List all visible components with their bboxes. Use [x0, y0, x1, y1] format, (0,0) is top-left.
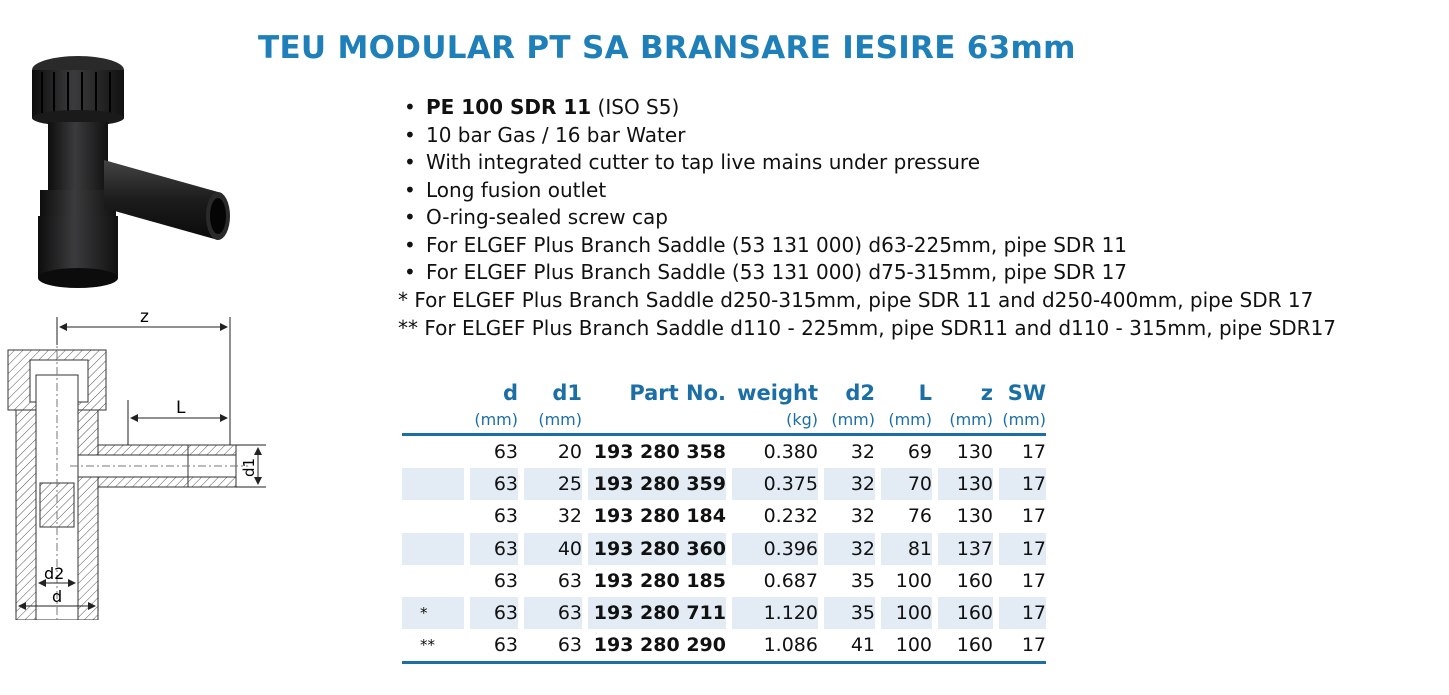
- cell-sw: 17: [1021, 569, 1046, 592]
- unit-d1: (mm): [524, 405, 582, 436]
- feature-text: For ELGEF Plus Branch Saddle (53 131 000) d63-225mm, pipe SDR 11: [426, 232, 1128, 257]
- unit-weight: (kg): [732, 405, 818, 436]
- list-item: [402, 149, 1127, 177]
- row-mark: **: [402, 629, 464, 664]
- cell-d2: 32: [850, 505, 875, 528]
- product-image: [18, 30, 238, 300]
- cell-L: 81: [881, 533, 932, 565]
- cell-z: 160: [956, 569, 993, 592]
- table-row: [402, 468, 1046, 500]
- list-item: [402, 122, 1127, 150]
- cell-d2: 32: [824, 468, 875, 500]
- col-header-z: z: [980, 381, 993, 405]
- cell-weight: 0.380: [763, 441, 818, 464]
- table-row: [402, 500, 1046, 532]
- cell-d: 63: [470, 597, 518, 629]
- table-row: [402, 436, 1046, 468]
- footnote-single-star: * For ELGEF Plus Branch Saddle d250-315mm, pipe SDR 11 and d250-400mm, pipe SDR 17: [398, 288, 1314, 312]
- row-mark: [402, 468, 464, 500]
- feature-text: O-ring-sealed screw cap: [426, 205, 668, 229]
- cell-d: 63: [470, 533, 518, 565]
- col-header-d: d: [502, 381, 518, 405]
- cell-d1: 25: [524, 468, 582, 500]
- col-header-weight: weight: [737, 381, 818, 405]
- feature-bold: PE 100 SDR 11: [426, 95, 592, 119]
- cell-d1: 32: [557, 505, 582, 528]
- table-row: [402, 533, 1046, 565]
- cell-d2: 32: [824, 533, 875, 565]
- feature-text: 10 bar Gas / 16 bar Water: [426, 122, 686, 147]
- cell-weight: 0.396: [732, 533, 818, 565]
- cell-d2: 32: [850, 441, 875, 464]
- row-mark: [402, 500, 464, 532]
- cell-sw: 17: [999, 597, 1046, 629]
- cell-d1: 63: [557, 569, 582, 592]
- feature-text: With integrated cutter to tap live mains under pressure: [426, 150, 981, 174]
- cell-z: 130: [956, 505, 993, 528]
- cell-z: 160: [938, 629, 993, 664]
- cell-z: 160: [938, 597, 993, 629]
- cell-weight: 0.687: [763, 569, 818, 592]
- cell-part-no: 193 280 358: [593, 441, 726, 464]
- table-row: [402, 629, 1046, 664]
- cell-z: 130: [956, 441, 993, 464]
- row-mark: [402, 565, 464, 597]
- cell-d1: 40: [524, 533, 582, 565]
- cell-L: 100: [881, 597, 932, 629]
- list-item: [402, 232, 1127, 260]
- col-header-L: L: [918, 381, 932, 405]
- cell-L: 70: [881, 468, 932, 500]
- d1-label: d1: [240, 457, 258, 477]
- feature-text: For ELGEF Plus Branch Saddle (53 131 000) d75-315mm, pipe SDR 17: [426, 260, 1128, 284]
- bullet-icon: •: [404, 205, 416, 229]
- col-header-sw: SW: [1007, 381, 1046, 405]
- cell-d2: 35: [824, 597, 875, 629]
- col-header-part-no: Part No.: [629, 381, 726, 405]
- cell-sw: 17: [1021, 505, 1046, 528]
- unit-L: (mm): [881, 405, 932, 436]
- spec-table: [402, 377, 1046, 664]
- footnote-double-star: ** For ELGEF Plus Branch Saddle d110 - 225mm, pipe SDR11 and d110 - 315mm, pipe SDR17: [398, 316, 1337, 340]
- cell-d: 63: [470, 468, 518, 500]
- feature-text: (ISO S5): [591, 95, 680, 119]
- cell-L: 69: [907, 441, 932, 464]
- list-item: [402, 259, 1127, 287]
- d2-label: d2: [44, 564, 65, 583]
- cell-weight: 0.375: [732, 468, 818, 500]
- col-header-d1: d1: [552, 381, 582, 405]
- cell-d: 63: [493, 441, 518, 464]
- feature-text: Long fusion outlet: [426, 177, 607, 202]
- cell-L: 76: [907, 505, 932, 528]
- cell-z: 130: [938, 468, 993, 500]
- cell-L: 100: [881, 629, 932, 664]
- cell-sw: 17: [1021, 441, 1046, 464]
- cell-part-no: 193 280 185: [593, 569, 726, 592]
- unit-z: (mm): [938, 405, 993, 436]
- list-item: [402, 177, 1127, 205]
- cell-part-no: 193 280 360: [588, 533, 726, 565]
- cell-d1: 63: [524, 597, 582, 629]
- list-item: [402, 204, 1127, 232]
- cell-z: 137: [938, 533, 993, 565]
- feature-list: [402, 94, 1127, 287]
- row-mark: [402, 436, 464, 468]
- cell-part-no: 193 280 359: [588, 468, 726, 500]
- bullet-icon: •: [404, 95, 416, 119]
- cell-part-no: 193 280 290: [588, 629, 726, 664]
- cell-part-no: 193 280 711: [588, 597, 726, 629]
- unit-part-no: [588, 405, 726, 436]
- bullet-icon: •: [404, 150, 416, 174]
- L-label: L: [176, 398, 186, 418]
- col-header-d2: d2: [845, 381, 875, 405]
- row-mark: [402, 533, 464, 565]
- z-label: z: [140, 307, 149, 327]
- cell-d1: 20: [557, 441, 582, 464]
- bullet-icon: •: [404, 260, 416, 284]
- cell-sw: 17: [999, 533, 1046, 565]
- list-item: [402, 94, 1127, 122]
- cell-weight: 1.086: [732, 629, 818, 664]
- page-title: TEU MODULAR PT SA BRANSARE IESIRE 63mm: [258, 30, 1076, 66]
- bullet-icon: •: [404, 177, 416, 202]
- d-label: d: [52, 587, 63, 606]
- cell-d1: 63: [524, 629, 582, 664]
- technical-drawing: [0, 305, 290, 620]
- cell-L: 100: [895, 569, 932, 592]
- cell-weight: 0.232: [763, 505, 818, 528]
- unit-d2: (mm): [824, 405, 875, 436]
- footnotes: [398, 286, 1336, 342]
- unit-sw: (mm): [999, 405, 1046, 436]
- cell-d2: 41: [824, 629, 875, 664]
- row-mark: *: [402, 597, 464, 629]
- unit-d: (mm): [470, 405, 518, 436]
- bullet-icon: •: [404, 122, 416, 147]
- cell-d: 63: [493, 505, 518, 528]
- cell-sw: 17: [999, 468, 1046, 500]
- cell-part-no: 193 280 184: [593, 505, 726, 528]
- bullet-icon: •: [404, 232, 416, 257]
- table-row: [402, 597, 1046, 629]
- cell-d: 63: [493, 569, 518, 592]
- cell-d: 63: [470, 629, 518, 664]
- cell-d2: 35: [850, 569, 875, 592]
- cell-sw: 17: [999, 629, 1046, 664]
- cell-weight: 1.120: [732, 597, 818, 629]
- table-row: [402, 565, 1046, 597]
